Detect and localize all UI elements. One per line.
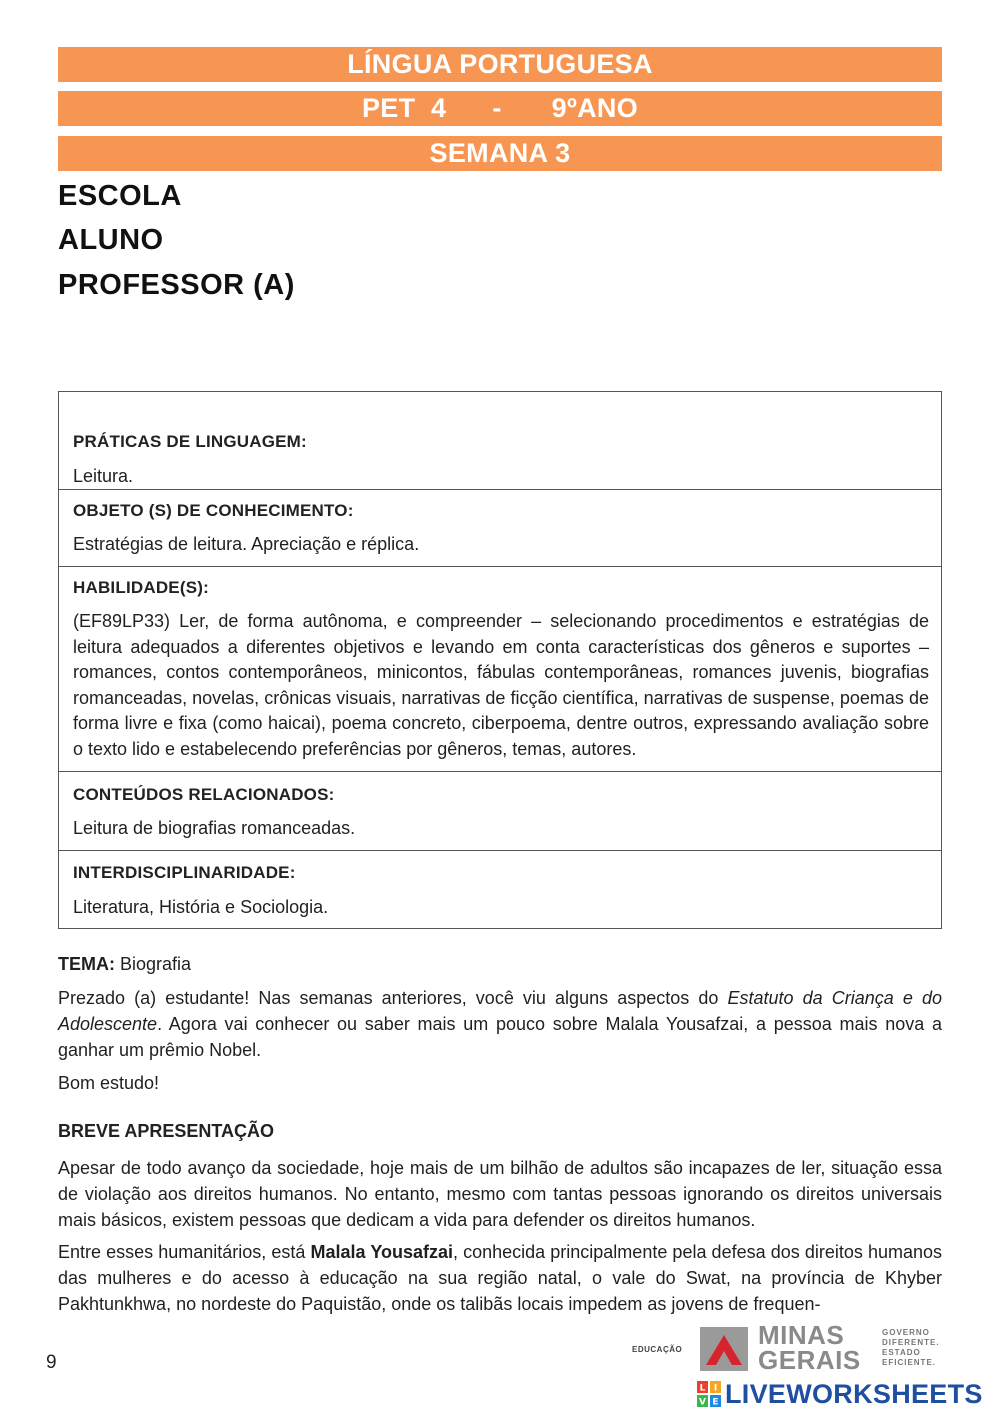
pet-separator: -: [492, 93, 502, 123]
presentation-paragraph-2: [58, 1239, 942, 1317]
tagline-line3: ESTADO: [882, 1348, 921, 1357]
liveworksheets-watermark: [697, 1379, 997, 1411]
subject-banner: [58, 47, 942, 82]
liveworksheets-text: LIVEWORKSHEETS: [725, 1379, 983, 1409]
practices-value: Leitura.: [73, 466, 134, 486]
interdisc-section: [59, 850, 941, 929]
icon-letter-v: V: [699, 1397, 706, 1407]
state-name: [758, 1320, 861, 1375]
week-banner: [58, 136, 942, 171]
objects-section: [59, 489, 941, 567]
skills-title: HABILIDADE(S):: [73, 578, 209, 597]
pet-label: PET 4: [361, 93, 447, 123]
skills-value: (EF89LP33) Ler, de forma autônoma, e compreender – selecionando procedimentos e estratégias de leitura adequados a diferentes objetivos e levando em conta características dos gêneros e suportes – romances, contos contemporâneos, minicontos, fábulas contemporâneas, romances juvenis, biografias romanceadas, novelas, crônicas visuais, narrativas de ficção científica, narrativas de suspense, poemas de forma livre e fixa (como haicai), poema concreto, ciberpoema, dentre outros, expressando avaliação sobre o texto lido e estabelecendo preferências por gêneros, temas, autores.: [73, 611, 929, 759]
related-section: [59, 771, 941, 851]
pet-banner: [58, 91, 942, 126]
teacher-label: PROFESSOR (A): [58, 269, 295, 301]
paragraph2-start: Entre esses humanitários, está: [58, 1242, 311, 1262]
icon-letter-l: L: [699, 1383, 706, 1394]
objects-value: Estratégias de leitura. Apreciação e réplica.: [73, 534, 420, 554]
intro-text-start: Prezado (a) estudante! Nas semanas anteriores, você viu alguns aspectos do: [58, 988, 728, 1008]
practices-title: PRÁTICAS DE LINGUAGEM:: [73, 432, 307, 451]
presentation-paragraph-1: Apesar de todo avanço da sociedade, hoje mais de um bilhão de adultos são incapazes de ler, situação essa de violação aos direitos humanos. No entanto, mesmo com tantas pessoas ignorando os direitos universais mais básicos, existem pessoas que dedicam a vida para defender os direitos humanos.: [58, 1158, 942, 1230]
education-label: EDUCAÇÃO: [632, 1345, 683, 1354]
paragraph2-rest: , conhecida principalmente pela defesa dos direitos humanos das mulheres e do acesso à educação na sua região natal, o vale do Swat, na província de Khyber Pakhtunkhwa, no nordeste do Paquistão, onde os talibãs locais impedem as jovens de frequen-: [58, 1242, 942, 1314]
theme-value: Biografia: [120, 954, 192, 974]
intro-paragraph: [58, 985, 942, 1063]
tagline-line4: EFICIENTE.: [882, 1358, 937, 1367]
subject-title: LÍNGUA PORTUGUESA: [347, 49, 653, 79]
week-title: SEMANA 3: [429, 138, 571, 168]
presentation-heading: BREVE APRESENTAÇÃO: [58, 1121, 275, 1141]
mountain-logo-icon: [700, 1327, 748, 1371]
curriculum-table: [58, 391, 942, 929]
liveworksheets-logo-icon: [697, 1381, 721, 1407]
page-number: 9: [46, 1352, 57, 1373]
theme-label: TEMA:: [58, 954, 115, 974]
related-title: CONTEÚDOS RELACIONADOS:: [73, 785, 335, 804]
minas-gerais-logo: [630, 1320, 950, 1375]
interdisc-title: INTERDISCIPLINARIDADE:: [73, 863, 296, 882]
intro-text-end: . Agora vai conhecer ou saber mais um pouco sobre Malala Yousafzai, a pessoa mais nova a ganhar um prêmio Nobel.: [58, 1014, 942, 1060]
grade-label: 9ºANO: [551, 93, 639, 123]
state-name-line2: GERAIS: [758, 1345, 861, 1375]
icon-letter-i: I: [713, 1383, 718, 1394]
interdisc-value: Literatura, História e Sociologia.: [73, 897, 329, 917]
school-label: ESCOLA: [58, 180, 182, 212]
theme-line: [58, 951, 942, 977]
objects-title: OBJETO (S) DE CONHECIMENTO:: [73, 501, 354, 520]
tagline-line2: DIFERENTE.: [882, 1338, 940, 1347]
icon-letter-e: E: [712, 1397, 719, 1407]
closing-line: Bom estudo!: [58, 1073, 160, 1093]
student-label: ALUNO: [58, 224, 164, 256]
government-tagline: [882, 1328, 940, 1368]
state-name-line1: MINAS: [758, 1320, 845, 1350]
tagline-line1: GOVERNO: [882, 1328, 930, 1337]
skills-section: [59, 566, 941, 772]
malala-name: Malala Yousafzai: [310, 1242, 454, 1262]
statute-title: Estatuto da Criança e do Adolescente: [58, 988, 942, 1034]
related-value: Leitura de biografias romanceadas.: [73, 818, 356, 838]
practices-section: [59, 392, 941, 489]
